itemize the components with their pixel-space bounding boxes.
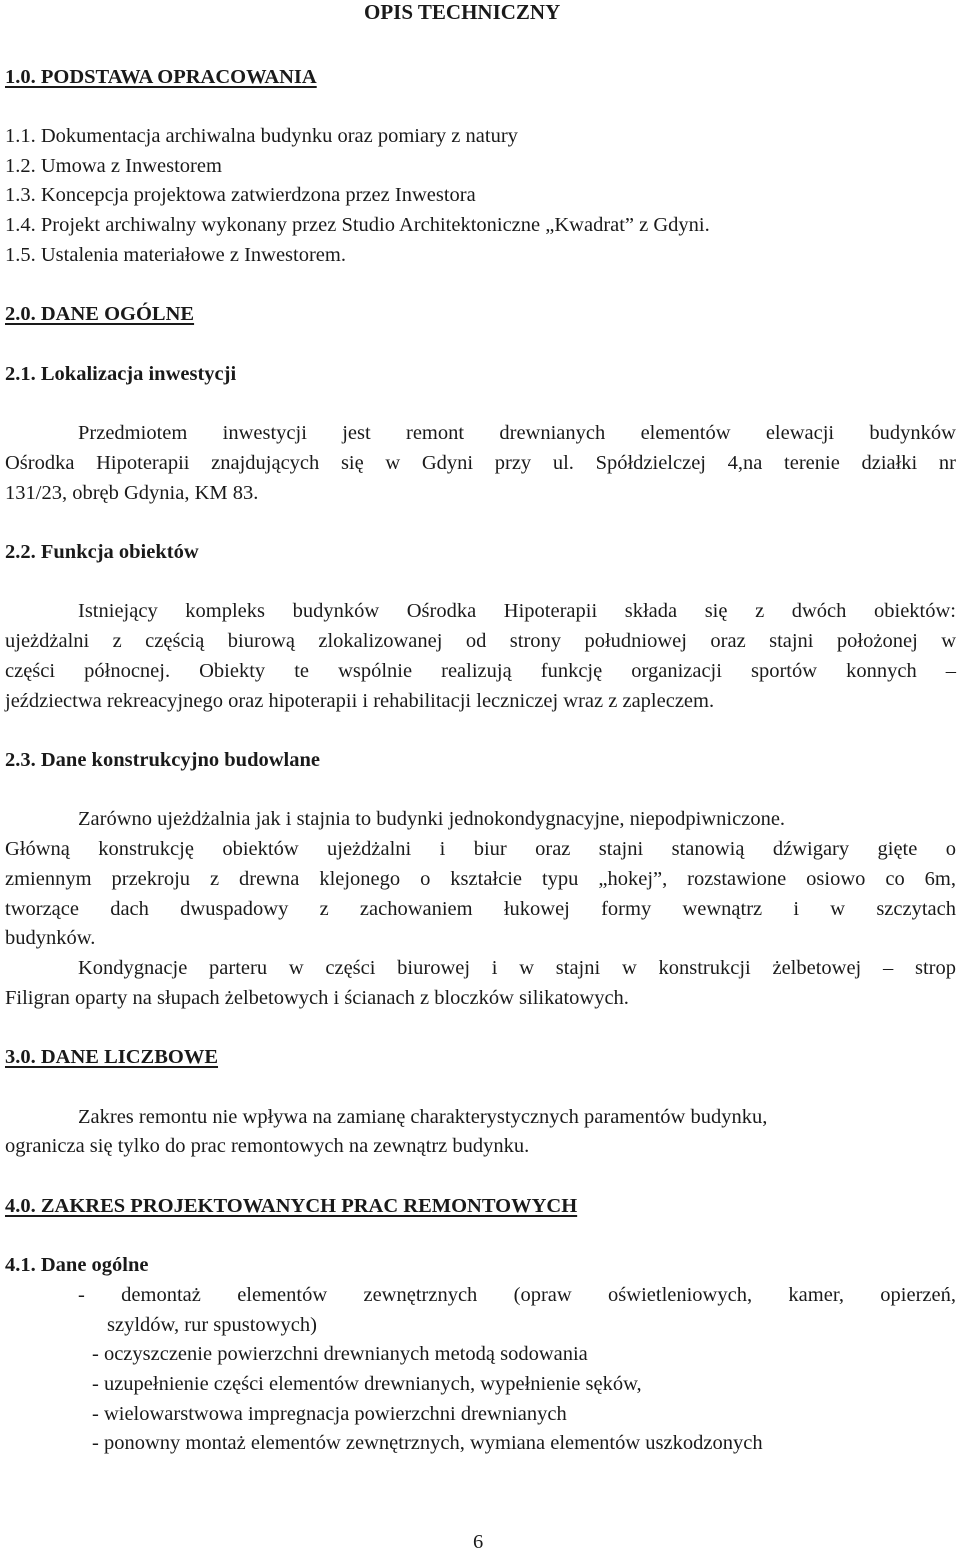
paragraph-line: jeździectwa rekreacyjnego oraz hipoterapii i rehabilitacji leczniczej wraz z zapleczem. bbox=[5, 690, 715, 712]
section-1-item: 1.5. Ustalenia materiałowe z Inwestorem. bbox=[5, 244, 346, 266]
paragraph-line: Przedmiotem inwestycji jest remont drewnianych elementów elewacji budynków bbox=[78, 422, 956, 444]
page-number: 6 bbox=[473, 1531, 484, 1553]
paragraph-line: Filigran oparty na słupach żelbetowych i ścianach z bloczków silikatowych. bbox=[5, 987, 629, 1009]
section-1-item: 1.3. Koncepcja projektowa zatwierdzona przez Inwestora bbox=[5, 184, 476, 206]
list-item: - oczyszczenie powierzchni drewnianych metodą sodowania bbox=[92, 1343, 588, 1365]
paragraph-line: ujeżdżalni z częścią biurową zlokalizowanej od strony południowej oraz stajni położonej w bbox=[5, 630, 956, 652]
section-2-2-heading: 2.2. Funkcja obiektów bbox=[5, 541, 199, 563]
section-4-heading: 4.0. ZAKRES PROJEKTOWANYCH PRAC REMONTOWYCH bbox=[5, 1195, 578, 1217]
paragraph-line: Główną konstrukcję obiektów ujeżdżalni i biur oraz stajni stanowią dźwigary gięte o bbox=[5, 838, 956, 860]
section-2-1-heading: 2.1. Lokalizacja inwestycji bbox=[5, 363, 237, 385]
section-1-item: 1.2. Umowa z Inwestorem bbox=[5, 155, 222, 177]
paragraph-line: Istniejący kompleks budynków Ośrodka Hipoterapii składa się z dwóch obiektów: bbox=[78, 600, 956, 622]
paragraph-line: części północnej. Obiekty te wspólnie realizują funkcję organizacji sportów konnych – bbox=[5, 660, 956, 682]
list-item: szyldów, rur spustowych) bbox=[107, 1314, 317, 1336]
paragraph-line: 131/23, obręb Gdynia, KM 83. bbox=[5, 482, 259, 504]
paragraph-line: zmiennym przekroju z drewna klejonego o kształcie typu „hokej”, rozstawione osiowo co 6m, bbox=[5, 868, 956, 890]
list-item: - ponowny montaż elementów zewnętrznych, wymiana elementów uszkodzonych bbox=[92, 1432, 763, 1454]
paragraph-line: tworzące dach dwuspadowy z zachowaniem łukowej formy wewnątrz i w szczytach bbox=[5, 898, 956, 920]
paragraph-line: Kondygnacje parteru w części biurowej i w stajni w konstrukcji żelbetowej – strop bbox=[78, 957, 956, 979]
section-1-item: 1.4. Projekt archiwalny wykonany przez Studio Architektoniczne „Kwadrat” z Gdyni. bbox=[5, 214, 710, 236]
list-item: - uzupełnienie części elementów drewnianych, wypełnienie sęków, bbox=[92, 1373, 642, 1395]
document-title: OPIS TECHNICZNY bbox=[364, 0, 561, 24]
section-2-3-heading: 2.3. Dane konstrukcyjno budowlane bbox=[5, 749, 320, 771]
list-item: - demontaż elementów zewnętrznych (opraw oświetleniowych, kamer, opierzeń, bbox=[78, 1284, 956, 1306]
section-3-heading: 3.0. DANE LICZBOWE bbox=[5, 1046, 219, 1068]
section-1-heading: 1.0. PODSTAWA OPRACOWANIA bbox=[5, 66, 317, 88]
section-1-item: 1.1. Dokumentacja archiwalna budynku oraz pomiary z natury bbox=[5, 125, 518, 147]
paragraph-line: Zarówno ujeżdżalnia jak i stajnia to budynki jednokondygnacyjne, niepodpiwniczone. bbox=[78, 808, 786, 830]
paragraph-line: budynków. bbox=[5, 927, 96, 949]
paragraph-line: Zakres remontu nie wpływa na zamianę charakterystycznych paramentów budynku, bbox=[78, 1106, 768, 1128]
section-4-1-heading: 4.1. Dane ogólne bbox=[5, 1254, 149, 1276]
section-2-heading: 2.0. DANE OGÓLNE bbox=[5, 303, 195, 325]
paragraph-line: ogranicza się tylko do prac remontowych na zewnątrz budynku. bbox=[5, 1135, 530, 1157]
list-item: - wielowarstwowa impregnacja powierzchni drewnianych bbox=[92, 1403, 567, 1425]
paragraph-line: Ośrodka Hipoterapii znajdujących się w Gdyni przy ul. Spółdzielczej 4,na terenie działki nr bbox=[5, 452, 956, 474]
